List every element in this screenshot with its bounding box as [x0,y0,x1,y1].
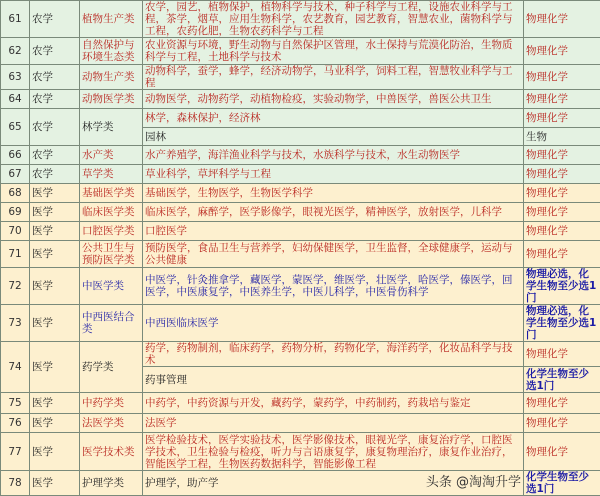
class: 自然保护与环境生态类 [80,38,143,65]
requirement: 物理化学 [524,433,600,471]
table-row [1,203,600,222]
majors: 基础医学，生物医学，生物医学科学 [143,184,524,203]
class: 基础医学类 [80,184,143,203]
category: 农学 [30,165,80,184]
requirement: 物理化学 [524,1,600,38]
category: 农学 [30,1,80,38]
class: 植物生产类 [80,1,143,38]
requirement: 物理化学 [524,184,600,203]
majors: 中医学，针灸推拿学，藏医学，蒙医学，维医学，壮医学，哈医学，傣医学，回医学，中医康复学，中医养生学，中医儿科学，中医骨伤科学 [143,268,524,305]
row-number: 63 [1,65,30,90]
requirement: 化学生物至少选1门 [524,367,600,393]
row-number: 64 [1,90,30,109]
majors: 药学，药物制剂，临床药学，药物分析，药物化学，海洋药学，化妆品科学与技术 [143,342,524,367]
table-row [1,268,600,305]
category: 医学 [30,268,80,305]
requirement: 物理必选，化学生物至少选1门 [524,305,600,342]
majors: 水产养殖学，海洋渔业科学与技术，水族科学与技术，水生动物医学 [143,146,524,165]
row-number: 69 [1,203,30,222]
category: 医学 [30,433,80,471]
category: 医学 [30,241,80,268]
table-row [1,342,600,367]
category: 医学 [30,414,80,433]
row-number: 74 [1,342,30,393]
requirement: 生物 [524,128,600,146]
class: 护理学类 [80,471,143,496]
table-row [1,90,600,109]
row-number: 70 [1,222,30,241]
majors: 中药学，中药资源与开发，藏药学，蒙药学，中药制药，药栽培与鉴定 [143,393,524,414]
requirement: 物理化学 [524,109,600,128]
table-row [1,433,600,471]
requirement: 物理化学 [524,65,600,90]
row-number: 77 [1,433,30,471]
category: 农学 [30,38,80,65]
majors: 园林 [143,128,524,146]
row-number: 68 [1,184,30,203]
majors: 动物医学，动物药学，动植物检疫，实验动物学，中兽医学，兽医公共卫生 [143,90,524,109]
category: 医学 [30,203,80,222]
class: 中药学类 [80,393,143,414]
category: 农学 [30,90,80,109]
category: 医学 [30,305,80,342]
class: 动物生产类 [80,65,143,90]
class: 中西医结合类 [80,305,143,342]
majors: 口腔医学 [143,222,524,241]
class: 林学类 [80,109,143,146]
requirement: 物理化学 [524,90,600,109]
table-row [1,222,600,241]
majors: 农业资源与环境，野生动物与自然保护区管理，水土保持与荒漠化防治，生物质科学与工程，土地科学与技术 [143,38,524,65]
table-row [1,65,600,90]
table-row [1,241,600,268]
majors: 动物科学，蚕学，蜂学，经济动物学，马业科学，饲料工程，智慧牧业科学与工程 [143,65,524,90]
majors: 药事管理 [143,367,524,393]
table-row [1,146,600,165]
class: 医学技术类 [80,433,143,471]
requirement: 物理化学 [524,241,600,268]
brand-label: 头条 @淘淘升学 [426,477,521,489]
category: 农学 [30,146,80,165]
requirement: 物理化学 [524,222,600,241]
requirement: 物理化学 [524,203,600,222]
requirement: 物理化学 [524,165,600,184]
requirement: 物理必选，化学生物至少选1门 [524,268,600,305]
table-row [1,414,600,433]
majors: 林学，森林保护，经济林 [143,109,524,128]
majors: 护理学，助产学 [145,477,219,489]
requirement: 物理化学 [524,146,600,165]
majors: 临床医学，麻醉学，医学影像学，眼视光医学，精神医学，放射医学，儿科学 [143,203,524,222]
row-number: 78 [1,471,30,496]
requirement: 物理化学 [524,38,600,65]
table-row [1,109,600,128]
table-row [1,305,600,342]
category: 医学 [30,342,80,393]
row-number: 71 [1,241,30,268]
majors: 医学检验技术，医学实验技术，医学影像技术，眼视光学，康复治疗学，口腔医学技术，卫生检验与检疫，听力与言语康复学，康复物理治疗，康复作业治疗，智能医学工程，生物医药数据科学，智能影像工程 [143,433,524,471]
table-row [1,165,600,184]
row-number: 76 [1,414,30,433]
row-number: 62 [1,38,30,65]
class: 临床医学类 [80,203,143,222]
class: 草学类 [80,165,143,184]
class: 中医学类 [80,268,143,305]
requirement: 化学生物至少选1门 [524,471,600,496]
requirement: 物理化学 [524,414,600,433]
category: 农学 [30,65,80,90]
table-row [1,184,600,203]
majors: 中西医临床医学 [143,305,524,342]
class: 水产类 [80,146,143,165]
row-number: 72 [1,268,30,305]
class: 动物医学类 [80,90,143,109]
majors: 预防医学，食品卫生与营养学，妇幼保健医学，卫生监督，全球健康学，运动与公共健康 [143,241,524,268]
table-row [1,1,600,38]
row-number: 73 [1,305,30,342]
majors: 农学，园艺，植物保护，植物科学与技术，种子科学与工程，设施农业科学与工程，茶学，烟草，应用生物科学，农艺教育，园艺教育，智慧农业，菌物科学与工程，农药化肥，生物农药科学与工程 [143,1,524,38]
class: 口腔医学类 [80,222,143,241]
category: 医学 [30,184,80,203]
requirement: 物理化学 [524,342,600,367]
class: 公共卫生与预防医学类 [80,241,143,268]
majors: 草业科学，草坪科学与工程 [143,165,524,184]
table-row [1,393,600,414]
row-number: 61 [1,1,30,38]
table-row [1,38,600,65]
category: 医学 [30,222,80,241]
row-number: 66 [1,146,30,165]
majors: 法医学 [143,414,524,433]
category: 医学 [30,393,80,414]
row-number: 75 [1,393,30,414]
category: 农学 [30,109,80,146]
class: 药学类 [80,342,143,393]
requirement: 物理化学 [524,393,600,414]
table-row [1,471,600,496]
class: 法医学类 [80,414,143,433]
category: 医学 [30,471,80,496]
row-number: 67 [1,165,30,184]
row-number: 65 [1,109,30,146]
majors-cell [143,471,524,496]
